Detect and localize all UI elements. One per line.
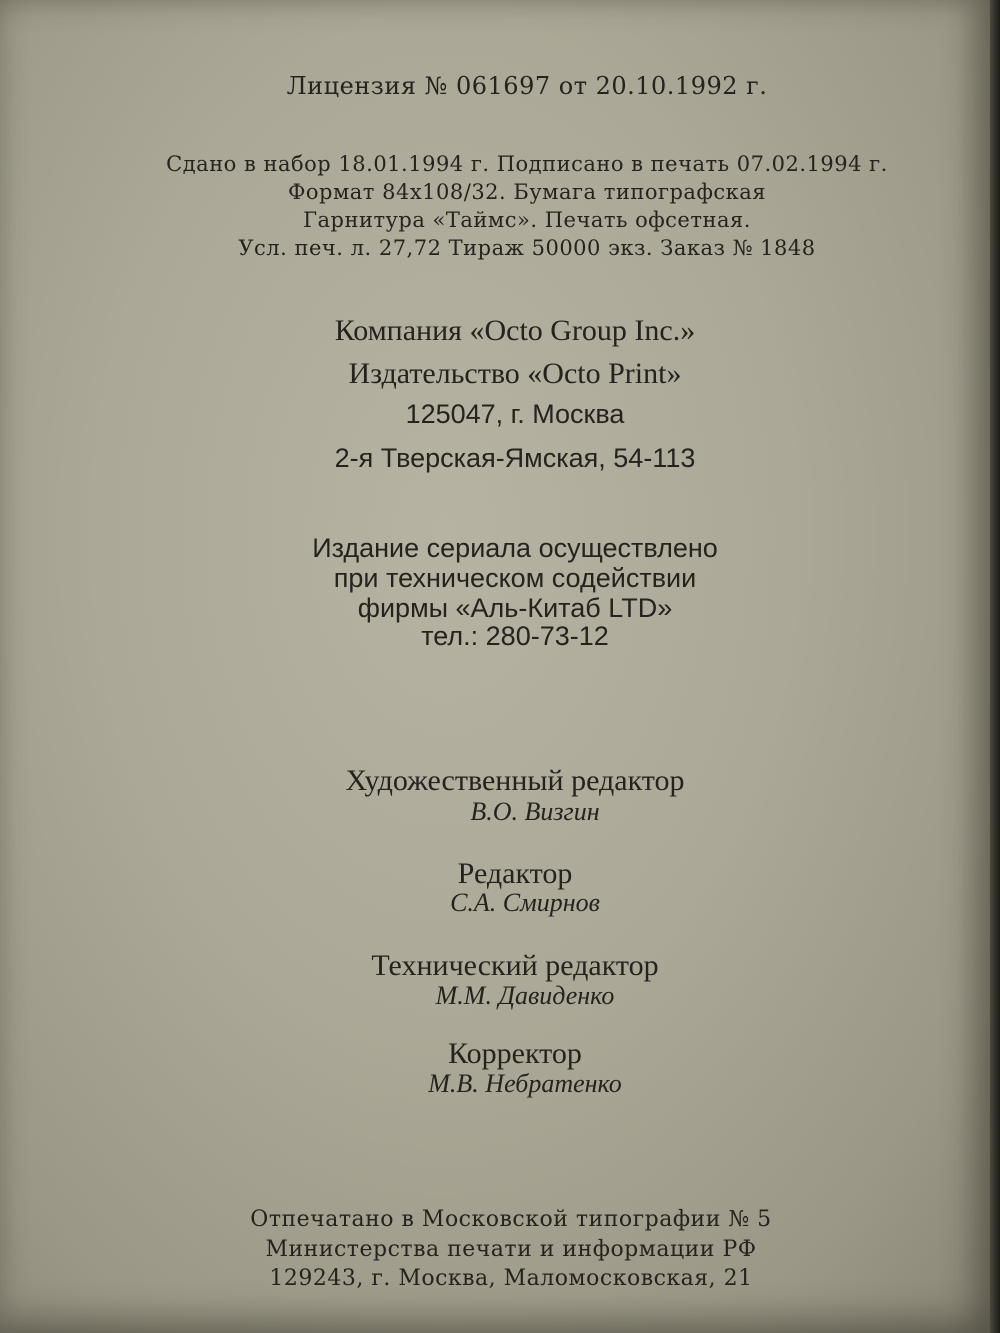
series-note-line-4: тел.: 280-73-12 xyxy=(421,621,609,651)
imprint-line-4: Усл. печ. л. 27,72 Тираж 50000 экз. Заказ № 1848 xyxy=(238,236,816,260)
credit-name-art-editor: В.О. Визгин xyxy=(470,797,600,826)
printer-line-2: Министерства печати и информации РФ xyxy=(265,1237,757,1262)
credit-role-editor: Редактор xyxy=(457,857,573,890)
series-note-line-1: Издание сериала осуществлено xyxy=(312,533,718,563)
credit-name-editor: С.А. Смирнов xyxy=(450,888,600,917)
publisher-street: 2-я Тверская-Ямская, 54-113 xyxy=(334,443,696,473)
license-line: Лицензия № 061697 от 20.10.1992 г. xyxy=(286,72,768,100)
credit-role-tech-editor: Технический редактор xyxy=(371,949,659,982)
imprint-line-2: Формат 84x108/32. Бумага типографская xyxy=(287,180,767,204)
printer-line-3: 129243, г. Москва, Маломосковская, 21 xyxy=(269,1266,753,1291)
credit-role-art-editor: Художественный редактор xyxy=(345,764,685,797)
printer-line-1: Отпечатано в Московской типографии № 5 xyxy=(250,1207,772,1232)
page-edge-shadow xyxy=(990,0,1000,1333)
publisher-city: 125047, г. Москва xyxy=(405,399,625,429)
imprint-line-1: Сдано в набор 18.01.1994 г. Подписано в печать 07.02.1994 г. xyxy=(166,152,888,176)
series-note-line-2: при техническом содействии xyxy=(333,563,697,593)
credit-name-proofreader: М.В. Небратенко xyxy=(428,1069,622,1098)
series-note-line-3: фирмы «Аль-Китаб LTD» xyxy=(357,593,673,623)
credit-role-proofreader: Корректор xyxy=(448,1037,582,1070)
credit-name-tech-editor: М.М. Давиденко xyxy=(435,981,615,1010)
publisher-company: Компания «Octo Group Inc.» xyxy=(334,314,696,347)
publisher-house: Издательство «Octo Print» xyxy=(348,357,682,390)
imprint-line-3: Гарнитура «Таймс». Печать офсетная. xyxy=(303,208,751,232)
